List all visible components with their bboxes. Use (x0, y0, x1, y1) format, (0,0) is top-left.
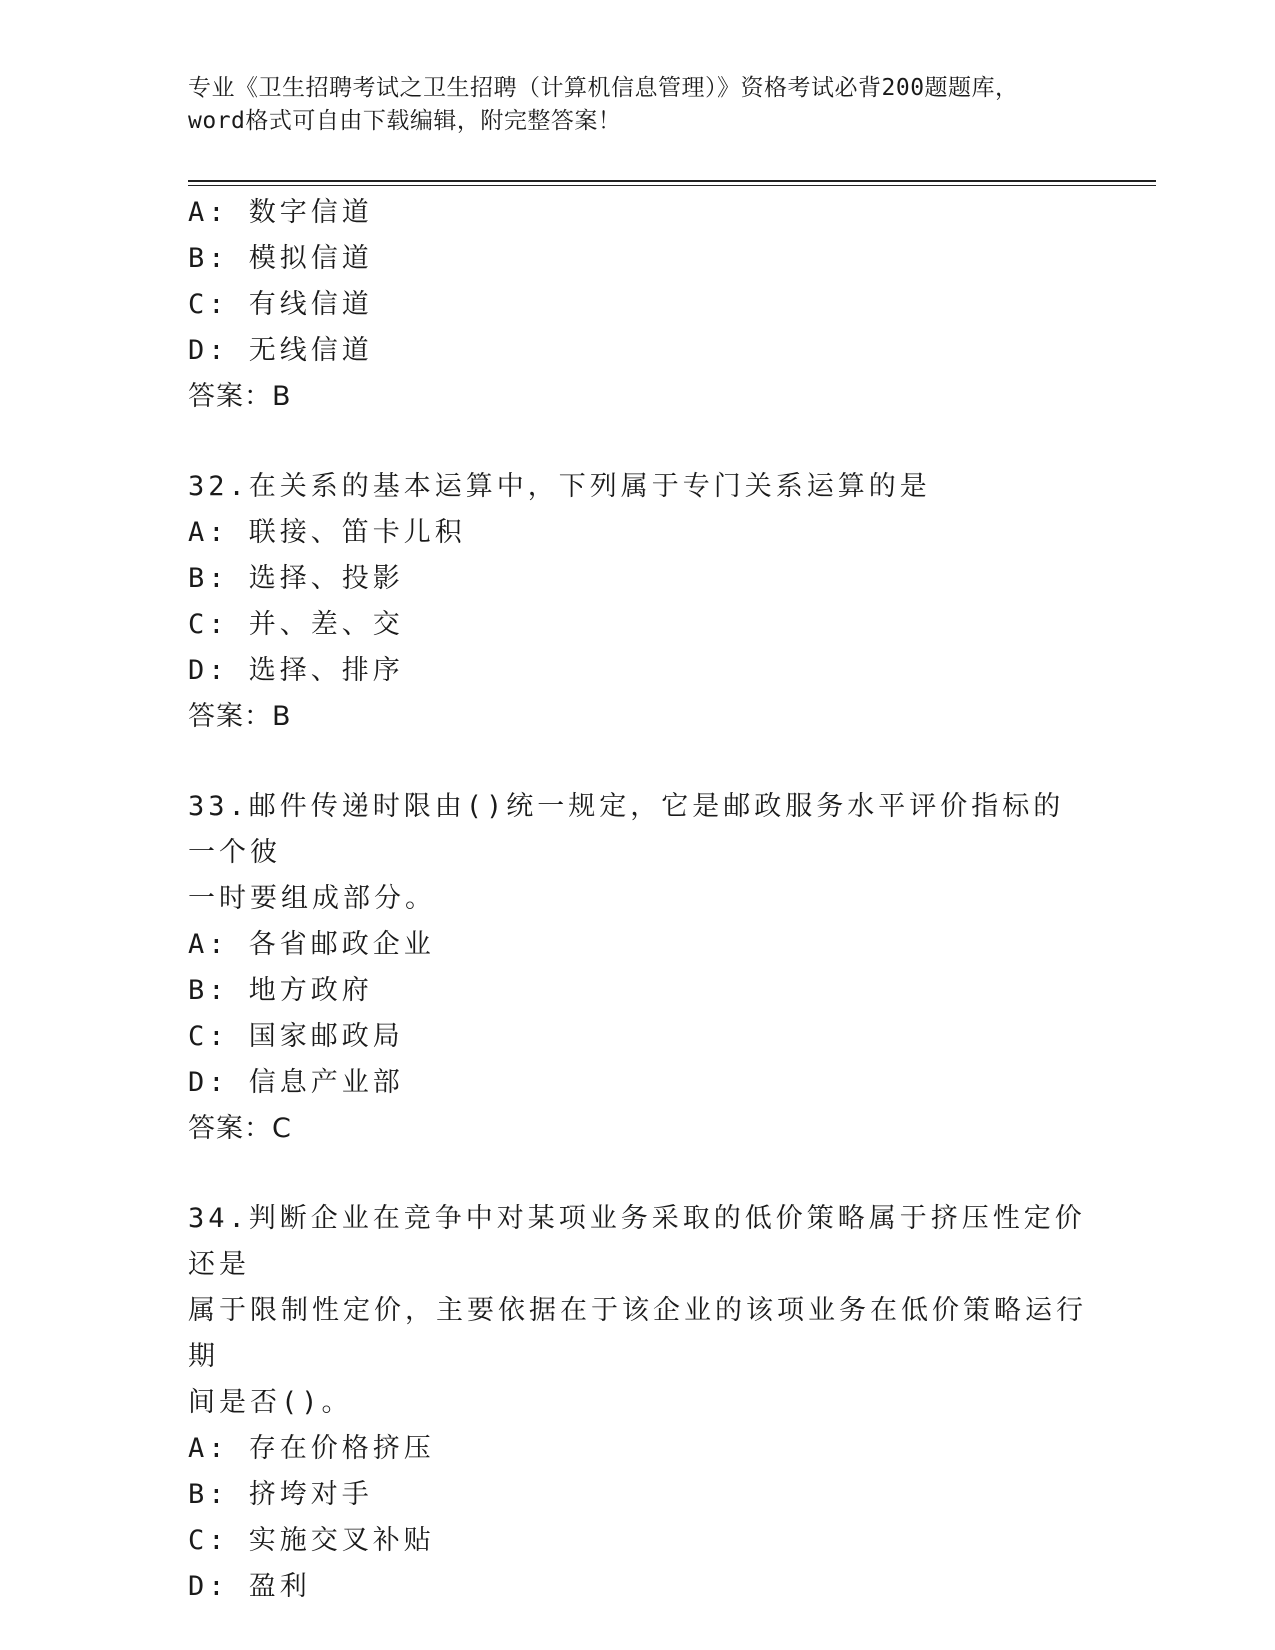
option-a: A: 各省邮政企业 (188, 929, 435, 960)
option-c: C: 并、差、交 (188, 609, 404, 640)
option-d: D: 盈利 (188, 1571, 311, 1602)
option-d: D: 无线信道 (188, 335, 373, 366)
block-spacer (188, 1152, 1088, 1196)
header-title-line-1: 专业《卫生招聘考试之卫生招聘（计算机信息管理）》资格考试必背200题题库， (188, 75, 1019, 101)
question-block-34 (188, 1196, 1088, 1610)
option-a: A: 联接、笛卡儿积 (188, 517, 466, 548)
option-c: C: 有线信道 (188, 289, 373, 320)
answer-line: 答案：B (188, 701, 292, 732)
option-b: B: 模拟信道 (188, 243, 373, 274)
block-spacer (188, 420, 1088, 464)
option-b: B: 地方政府 (188, 975, 373, 1006)
question-block-32 (188, 464, 1088, 740)
question-text: 32.在关系的基本运算中，下列属于专门关系运算的是 (188, 471, 931, 502)
option-b: B: 挤垮对手 (188, 1479, 373, 1510)
option-a: A: 存在价格挤压 (188, 1433, 435, 1464)
option-b: B: 选择、投影 (188, 563, 404, 594)
option-c: C: 国家邮政局 (188, 1021, 404, 1052)
answer-line: 答案：B (188, 381, 292, 412)
document-header (188, 72, 1088, 138)
question-text-line-1: 33.邮件传递时限由()统一规定，它是邮政服务水平评价指标的一个彼 (188, 791, 1065, 868)
question-list (188, 190, 1088, 1610)
option-d: D: 信息产业部 (188, 1067, 404, 1098)
question-text-line-3: 间是否()。 (188, 1387, 353, 1418)
option-c: C: 实施交叉补贴 (188, 1525, 435, 1556)
header-divider-thick (188, 180, 1156, 182)
question-block-33 (188, 784, 1088, 1152)
answer-line: 答案：C (188, 1113, 292, 1144)
option-a: A: 数字信道 (188, 197, 373, 228)
block-spacer (188, 740, 1088, 784)
header-title-line-2: word格式可自由下载编辑，附完整答案！ (188, 108, 622, 134)
header-divider-thin (188, 185, 1156, 186)
question-block-31 (188, 190, 1088, 420)
option-d: D: 选择、排序 (188, 655, 404, 686)
question-text-line-1: 34.判断企业在竞争中对某项业务采取的低价策略属于挤压性定价还是 (188, 1203, 1086, 1280)
question-text-line-2: 一时要组成部分。 (188, 883, 436, 914)
question-text-line-2: 属于限制性定价，主要依据在于该企业的该项业务在低价策略运行期 (188, 1295, 1087, 1372)
